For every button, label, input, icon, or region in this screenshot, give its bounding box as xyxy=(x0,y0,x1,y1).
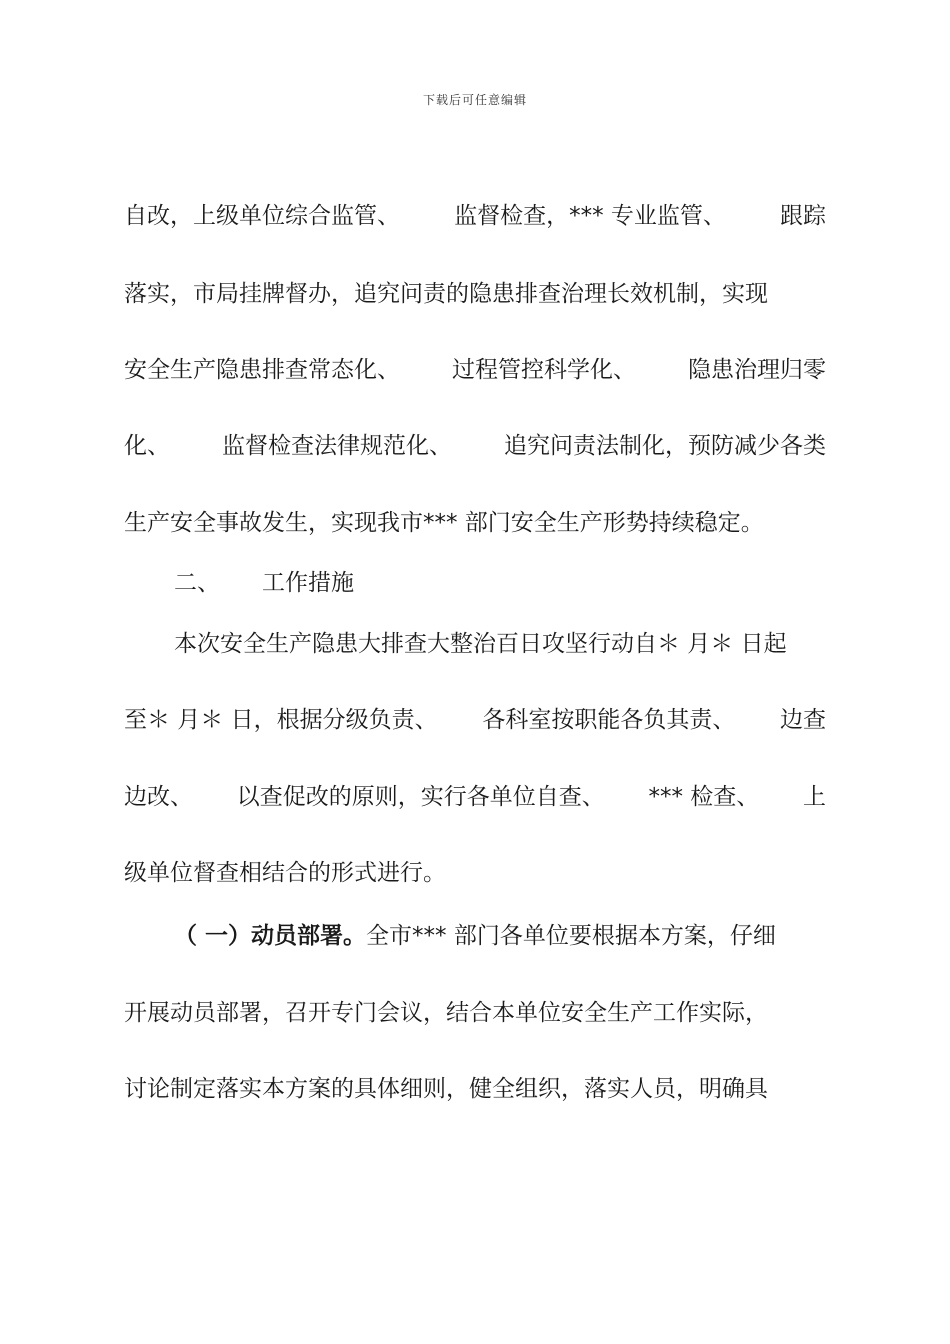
section-heading xyxy=(174,563,826,603)
text-segment: 隐患治理归零 xyxy=(688,357,826,383)
text-line-2 xyxy=(124,274,826,314)
text-line-9 xyxy=(124,777,826,817)
text-segment: 监督检查，*** 专业监管、 xyxy=(454,203,726,229)
section-title: 工作措施 xyxy=(262,570,354,596)
text-segment: 边查 xyxy=(780,707,826,733)
text-segment: 上 xyxy=(802,784,826,810)
subsection-line xyxy=(174,916,826,956)
text-line-1 xyxy=(124,196,826,236)
text-segment: 全市*** 部门各单位要根据本方案，仔细 xyxy=(366,923,776,949)
text-line-7 xyxy=(174,624,826,664)
text-segment: 追究问责法制化，预防减少各类 xyxy=(504,433,826,459)
text-segment: 生产安全事故发生，实现我市*** 部门安全生产形势持续稳定。 xyxy=(124,510,764,536)
page-header: 下载后可任意编辑 xyxy=(422,93,527,107)
text-segment: 落实，市局挂牌督办，追究问责的隐患排查治理长效机制，实现 xyxy=(124,281,768,307)
text-line-13 xyxy=(124,1069,826,1109)
text-segment: *** 检查、 xyxy=(648,784,760,810)
text-segment: 边改、 xyxy=(124,784,193,810)
text-line-8 xyxy=(124,700,826,740)
section-number: 二、 xyxy=(174,570,220,596)
text-segment: 级单位督查相结合的形式进行。 xyxy=(124,860,446,886)
text-segment: 自改，上级单位综合监管、 xyxy=(124,203,400,229)
text-line-5 xyxy=(124,503,826,543)
text-line-3 xyxy=(124,350,826,390)
text-segment: 各科室按职能各负其责、 xyxy=(482,707,736,733)
text-segment: 至＊ 月＊ 日，根据分级负责、 xyxy=(124,707,438,733)
text-line-12 xyxy=(124,993,826,1033)
text-segment: 过程管控科学化、 xyxy=(452,357,636,383)
text-segment: 本次安全生产隐患大排查大整治百日攻坚行动自＊ 月＊ 日起 xyxy=(174,631,787,657)
text-line-4 xyxy=(124,426,826,466)
text-segment: 开展动员部署，召开专门会议，结合本单位安全生产工作实际， xyxy=(124,1000,768,1026)
text-line-10 xyxy=(124,853,826,893)
subsection-title: （ 一）动员部署。 xyxy=(174,923,367,949)
text-segment: 讨论制定落实本方案的具体细则，健全组织，落实人员，明确具 xyxy=(124,1076,768,1102)
text-segment: 化、 xyxy=(124,433,170,459)
text-segment: 跟踪 xyxy=(780,203,826,229)
text-segment: 监督检查法律规范化、 xyxy=(222,433,452,459)
text-segment: 以查促改的原则，实行各单位自查、 xyxy=(236,784,605,810)
text-segment: 安全生产隐患排查常态化、 xyxy=(124,357,400,383)
